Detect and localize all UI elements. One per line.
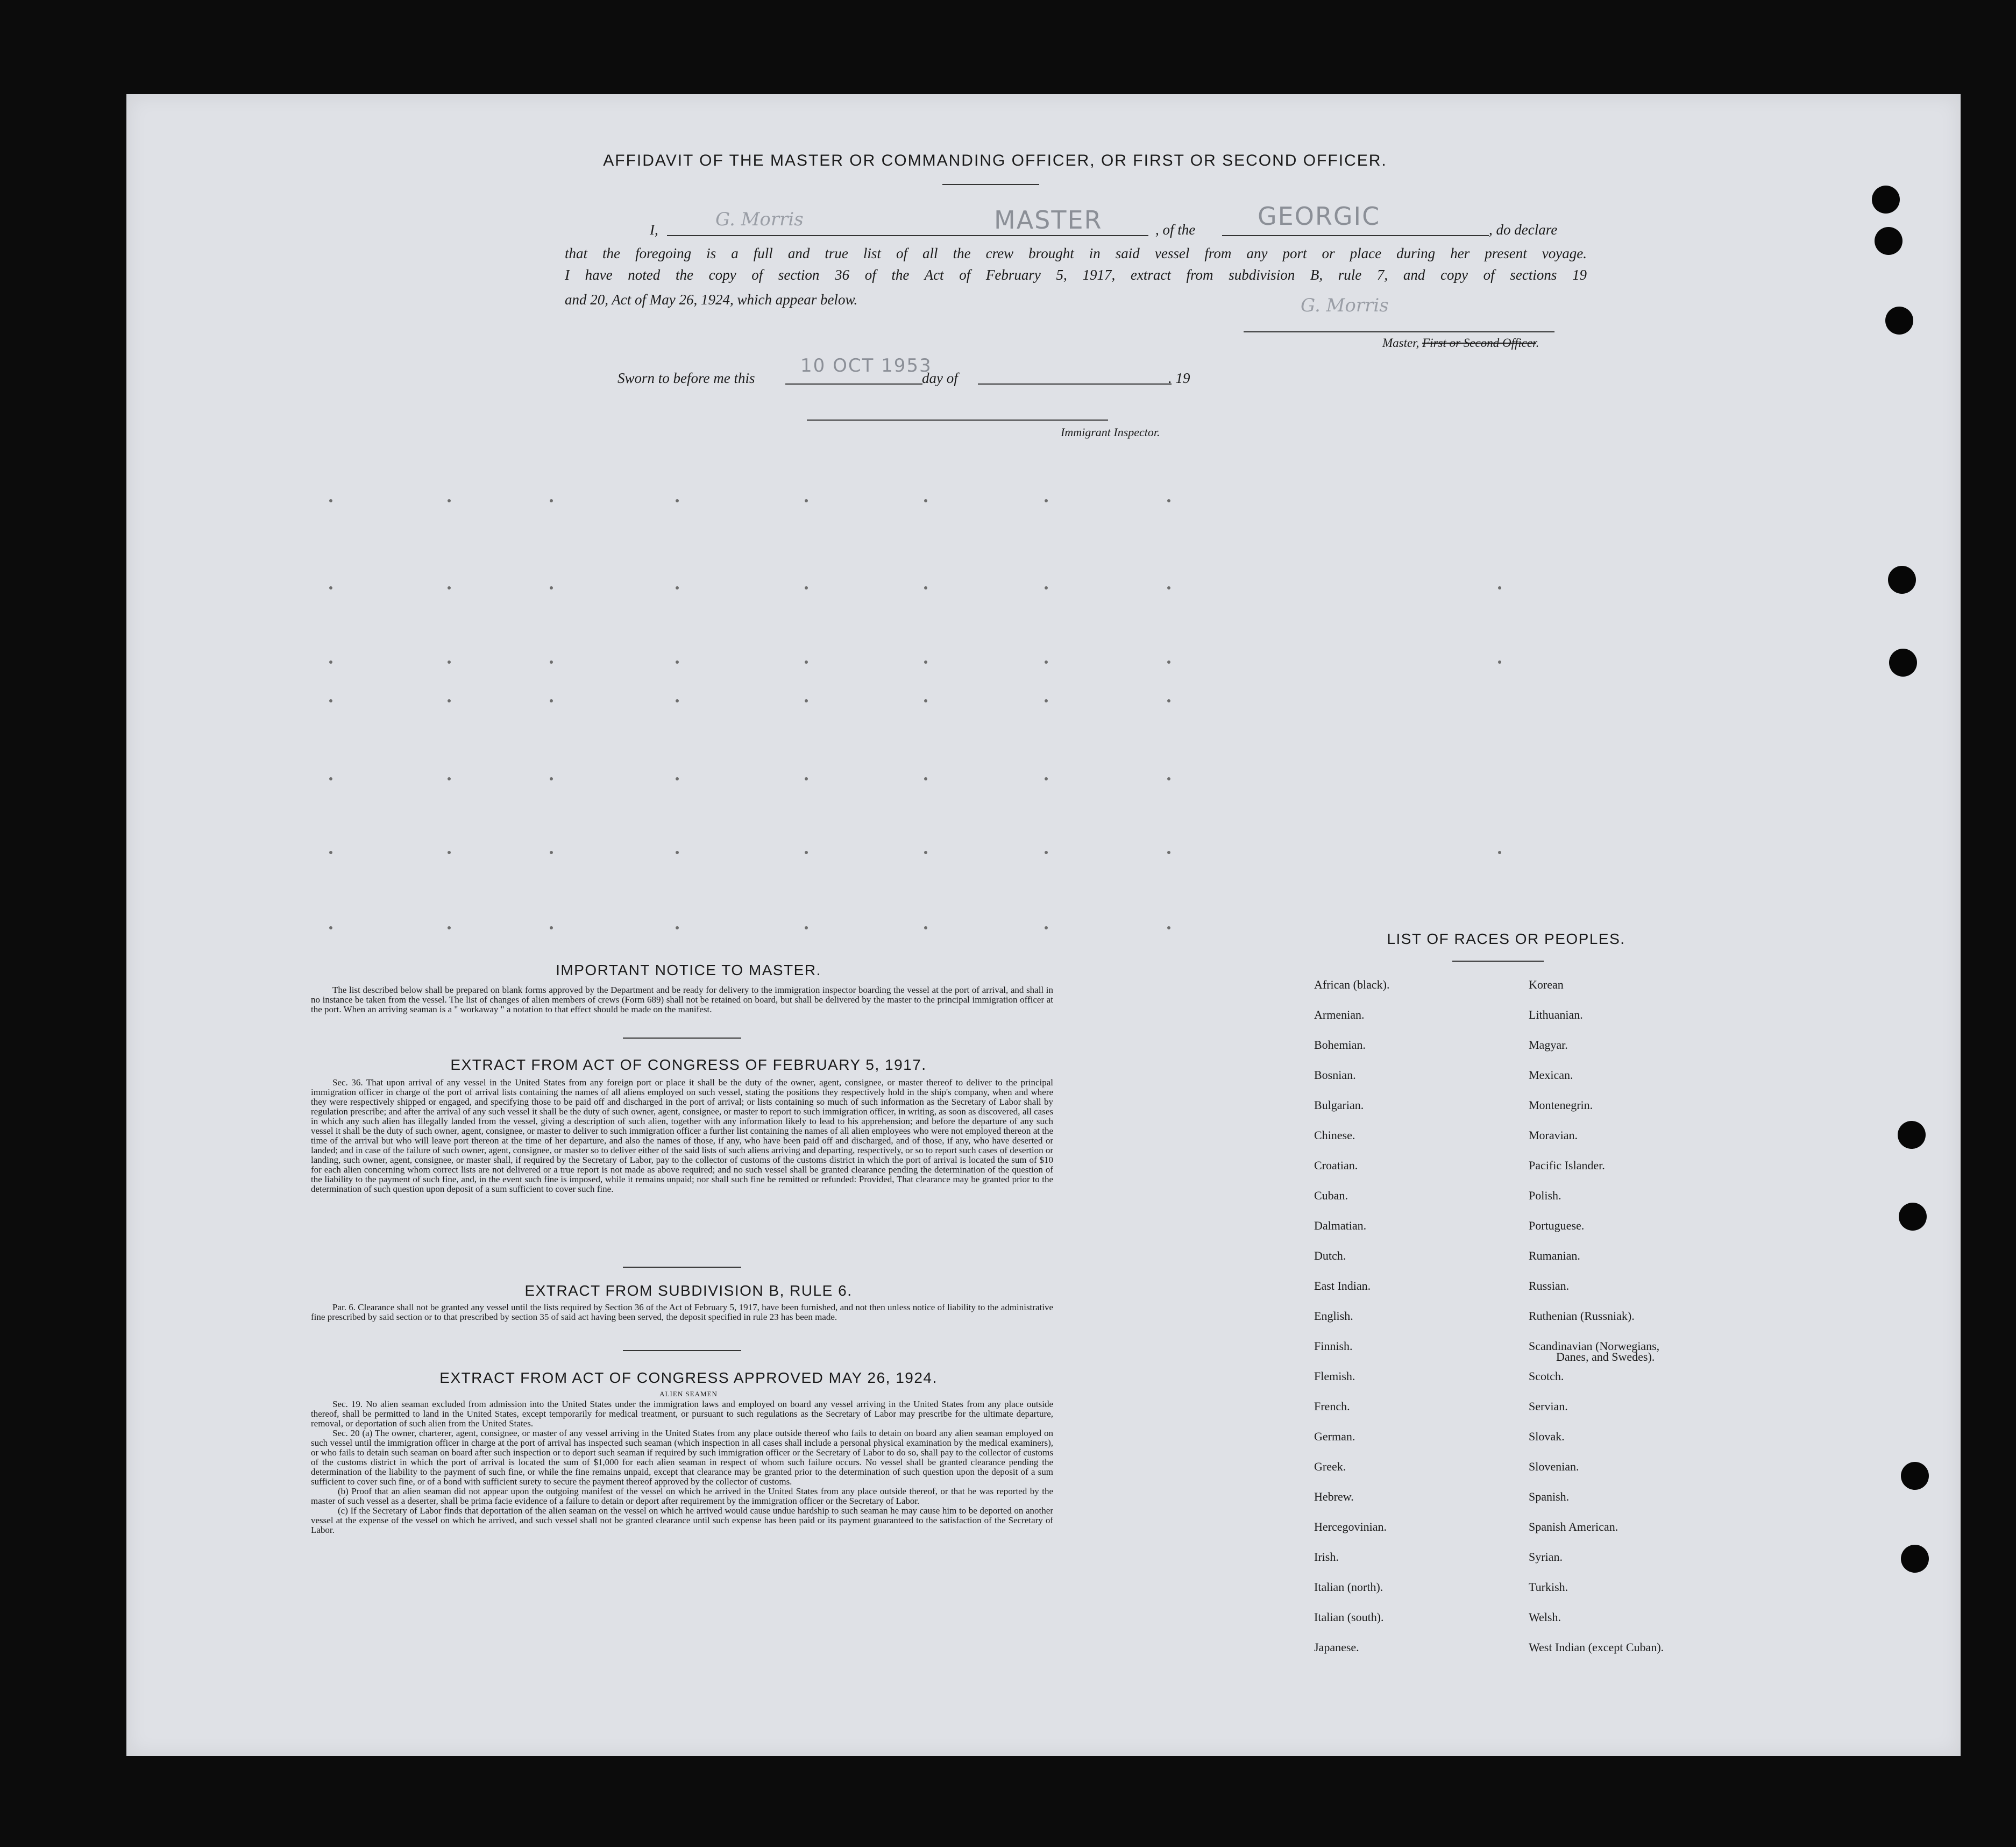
affidavit-line-3: I have noted the copy of section 36 of the Act of February 5, 1917, extract from subdivision B, rule 7, and copy of sections 19 [565, 267, 1587, 283]
struck-officer-label: First or Second Officer [1422, 336, 1536, 350]
sec-20a-paragraph: Sec. 20 (a) The owner, charterer, agent, consignee, or master of any vessel arriving in the United States from any place outside thereof who fails to detain on board any alien seaman employed on such vessel until the immigration officer in charge at the port of arrival has inspected such seaman (which inspection in all cases shall include a personal physical examination by the medical examiners), or who fails to detain such seaman on board after such inspection or to deport such seaman if required by such immigration officer or the Secretary of Labor to do so, shall pay to the collector of customs of the customs district in which the port of arrival is located the sum of $1,000 for each alien seaman in respect of whom such failure occurs. No vessel shall be granted clearance pending the determination of the liability to the payment of such fine, or while the fine remains unpaid, except that clearance may be granted prior to the determination of such question upon the deposit of a sum sufficient to cover such fine, or of a bond with sufficient surety to secure the payment thereof approved by the collector of customs. [311, 1428, 1053, 1487]
punch-hole [1889, 649, 1917, 677]
race-item: Chinese. [1314, 1128, 1355, 1142]
extract-1917-text: Sec. 36. That upon arrival of any vessel in the United States from any foreign port or place it shall be the duty of the owner, agent, consignee, or master thereof to deliver to the principal immigration officer in charge of the port of arrival lists containing the names of all aliens employed on such vessel, stating the positions they respectively hold in the ship's company, when and where they were respectively shipped or engaged, and specifying those to be paid off and discharged in the port of arrival; or lists containing so much of such information as the Secretary of Labor shall by regulation prescribe; and after the arrival of any such vessel it shall be the duty of such owner, agent, consignee, or master to report to such immigration officer, in writing, as soon as discovered, all cases in which any such alien has illegally landed from the vessel, giving a description of such alien, together with any information likely to lead to his apprehension; and before the departure of any such vessel it shall be the duty of such owner, agent, consignee, or master to deliver to such immigration officer a further list containing the names of all alien employees who were not employed thereon at the time of the arrival but who will leave port thereon at the time of her departure, and also the names of those, if any, who have been paid off and discharged, and of those, if any, who have deserted or landed; and in case of the failure of such owner, agent, consignee, or master so to deliver either of the said lists of such aliens arriving and departing, respectively, or so to report such cases of desertion or landing, such owner, agent, consignee, or master shall, if required by the Secretary of Labor, pay to the collector of customs of the customs district in which the port of arrival is located the sum of $10 for each alien concerning whom correct lists are not delivered or a true report is not made as above required; and no such vessel shall be granted clearance pending the determination of the question of the liability to the payment of such fine, and, in the event such fine is imposed, while it remains unpaid; nor shall such fine be remitted or refunded: Provided, That clearance may be granted prior to the determination of such question upon deposit of a sum sufficient to cover such fine. [311, 1077, 1053, 1194]
race-item: Flemish. [1314, 1369, 1355, 1383]
race-item: Ruthenian (Russniak). [1529, 1309, 1635, 1323]
of-the-label: , of the [1155, 222, 1196, 238]
notice-title: IMPORTANT NOTICE TO MASTER. [556, 962, 821, 978]
master-officer-label: Master, First or Second Officer. [1382, 336, 1539, 350]
race-item: Rumanian. [1529, 1249, 1580, 1262]
race-item: French. [1314, 1400, 1350, 1413]
punch-hole [1875, 227, 1903, 255]
punch-hole [1888, 566, 1916, 594]
notice-text: The list described below shall be prepared on blank forms approved by the Department and be ready for delivery to the immigration inspector boarding the vessel at the port of arrival, and shall in no instance be taken from the vessel. The list of changes of alien members of crews (Form 689) shall not be retained on board, but shall be delivered by the master to the principal immigration officer at the port. When an arriving seaman is a " workaway " a notation to that effect should be made on the manifest. [311, 985, 1053, 1014]
race-item: Finnish. [1314, 1339, 1353, 1353]
master-signature: G. Morris [715, 209, 804, 230]
alien-seamen-subtitle: ALIEN SEAMEN [659, 1390, 718, 1398]
immigrant-inspector-label: Immigrant Inspector. [1061, 425, 1160, 439]
extract-1917-title: EXTRACT FROM ACT OF CONGRESS OF FEBRUARY 5, 1917. [450, 1056, 927, 1073]
extract-rule-text: Par. 6. Clearance shall not be granted any vessel until the lists required by Section 36 of the Act of February 5, 1917, have been furnished, and not then unless notice of liability to the administrative fine prescribed by said section or to that prescribed by section 35 of said act having been served, the deposit specified in rule 23 has been made. [311, 1302, 1053, 1322]
race-item: Croatian. [1314, 1159, 1358, 1172]
races-title: LIST OF RACES OR PEOPLES. [1387, 930, 1625, 947]
sec-19-paragraph: Sec. 19. No alien seaman excluded from admission into the United States under the immigration laws and employed on board any vessel arriving in the United States from any place outside thereof, shall be permitted to land in the United States, except temporarily for medical treatment, or pursuant to such regulations as the Secretary of Labor may prescribe for the ultimate departure, removal, or deportation of such alien from the United States. [311, 1399, 1053, 1429]
sec-20c-paragraph: (c) If the Secretary of Labor finds that deportation of the alien seaman on the vessel on which he arrived would cause undue hardship to such seaman he may cause him to be deported on another vessel at the expense of the vessel on which he arrived, and such vessel shall not be granted clearance until such expense has been paid or its payment guaranteed to the satisfaction of the Secretary of Labor. [311, 1505, 1053, 1535]
race-item: Servian. [1529, 1400, 1568, 1413]
race-item: Bosnian. [1314, 1068, 1356, 1082]
race-item: Scandinavian (Norwegians, [1529, 1339, 1660, 1353]
race-item: Portuguese. [1529, 1219, 1585, 1232]
race-item: Montenegrin. [1529, 1098, 1593, 1112]
affidavit-line-2: that the foregoing is a full and true list of all the crew brought in said vessel from any port or place during her present voyage. [565, 245, 1587, 261]
vessel-name-stamp: GEORGIC [1258, 202, 1381, 231]
race-item: Polish. [1529, 1189, 1561, 1202]
race-item: Greek. [1314, 1460, 1346, 1473]
punch-hole [1872, 186, 1900, 214]
race-item: Pacific Islander. [1529, 1159, 1605, 1172]
race-item: Scotch. [1529, 1369, 1564, 1383]
sworn-label: Sworn to before me this [617, 370, 755, 386]
race-item: Spanish American. [1529, 1520, 1619, 1533]
day-of-label: day of [922, 370, 958, 386]
race-item: Bulgarian. [1314, 1098, 1364, 1112]
do-declare-label: , do declare [1489, 222, 1558, 238]
race-item: Turkish. [1529, 1580, 1568, 1594]
rank-stamp: MASTER [994, 205, 1103, 235]
master-signature-2: G. Morris [1301, 295, 1389, 316]
punch-hole [1898, 1121, 1926, 1149]
extract-1924-text [311, 1400, 1053, 1535]
i-label: I, [650, 222, 658, 238]
race-item: Dutch. [1314, 1249, 1346, 1262]
race-item: Slovak. [1529, 1430, 1565, 1443]
sec-20b-paragraph: (b) Proof that an alien seaman did not appear upon the outgoing manifest of the vessel on which he arrived in the United States from any place outside thereof, or that he was reported by the master of such vessel as a deserter, shall be prima facie evidence of a failure to detain or deport after requirement by the immigration officer or the Secretary of Labor. [311, 1486, 1053, 1506]
punch-hole [1899, 1203, 1927, 1231]
race-item: Armenian. [1314, 1008, 1365, 1021]
race-item: Cuban. [1314, 1189, 1348, 1202]
race-item: Spanish. [1529, 1490, 1570, 1503]
affidavit-title: AFFIDAVIT OF THE MASTER OR COMMANDING OFFICER, OR FIRST OR SECOND OFFICER. [603, 152, 1387, 169]
race-item: Dalmatian. [1314, 1219, 1367, 1232]
race-item-continuation: Danes, and Swedes). [1556, 1350, 1655, 1363]
race-item: West Indian (except Cuban). [1529, 1640, 1664, 1654]
race-item: East Indian. [1314, 1279, 1371, 1292]
extract-1924-title: EXTRACT FROM ACT OF CONGRESS APPROVED MAY 26, 1924. [439, 1369, 938, 1386]
date-stamp: 10 OCT 1953 [800, 355, 932, 376]
race-item: German. [1314, 1430, 1355, 1443]
race-item: Lithuanian. [1529, 1008, 1583, 1021]
race-item: Russian. [1529, 1279, 1570, 1292]
race-item: Italian (south). [1314, 1610, 1384, 1624]
punch-hole [1885, 307, 1913, 335]
year-label: . 19 [1168, 370, 1190, 386]
race-item: Mexican. [1529, 1068, 1573, 1082]
race-item: Hercegovinian. [1314, 1520, 1387, 1533]
punch-hole [1901, 1462, 1929, 1490]
race-item: Magyar. [1529, 1038, 1568, 1052]
race-item: Korean [1529, 978, 1564, 991]
race-item: Bohemian. [1314, 1038, 1366, 1052]
race-item: African (black). [1314, 978, 1390, 991]
race-item: Irish. [1314, 1550, 1339, 1564]
race-item: Japanese. [1314, 1640, 1359, 1654]
race-item: Hebrew. [1314, 1490, 1354, 1503]
affidavit-line-4: and 20, Act of May 26, 1924, which appear below. [565, 292, 858, 308]
race-item: Welsh. [1529, 1610, 1561, 1624]
race-item: Italian (north). [1314, 1580, 1383, 1594]
race-item: English. [1314, 1309, 1353, 1323]
race-item: Syrian. [1529, 1550, 1563, 1564]
race-item: Moravian. [1529, 1128, 1578, 1142]
extract-rule-title: EXTRACT FROM SUBDIVISION B, RULE 6. [524, 1282, 853, 1299]
punch-hole [1901, 1545, 1929, 1573]
race-item: Slovenian. [1529, 1460, 1579, 1473]
